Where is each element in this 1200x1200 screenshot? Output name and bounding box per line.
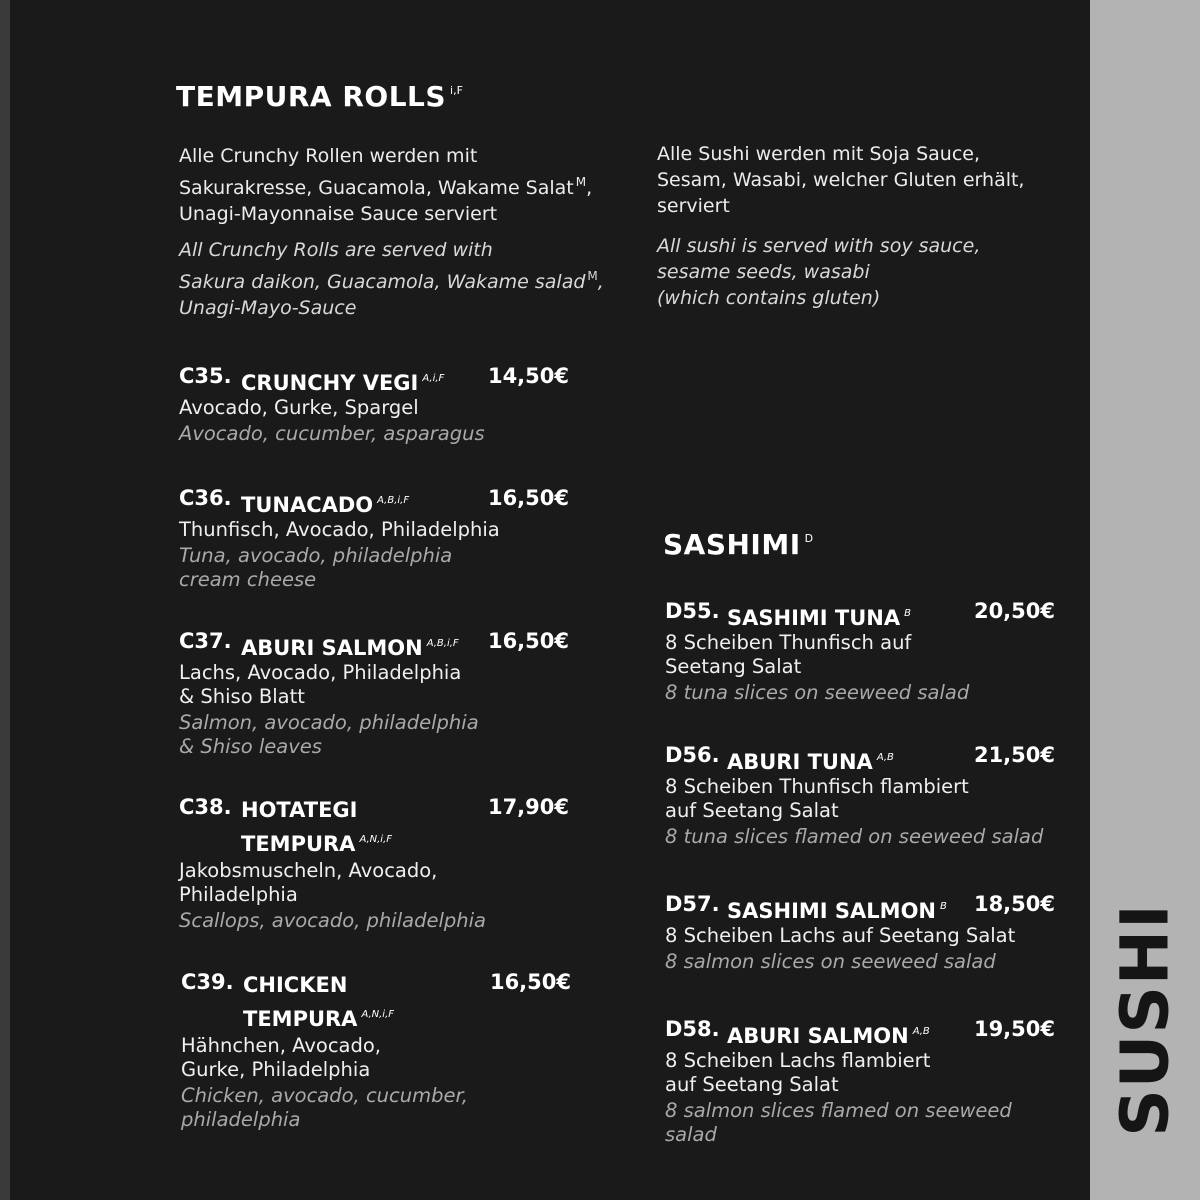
item-desc-en: Scallops, avocado, philadelphia [179,909,486,932]
item-code: D55. [665,599,720,623]
item-allergens: A,i,F [422,373,445,384]
item-desc-de: 8 Scheiben Lachs auf Seetang Salat [665,924,1016,947]
sushi-note [657,141,1067,311]
item-price: 16,50€ [489,970,571,994]
allergen-note: D [804,532,814,545]
sushi-note-en: All sushi is served with soy sauce, sesame seeds, wasabi (which contains gluten) [657,235,981,309]
tempura-intro [179,143,639,321]
tempura-rolls-heading [176,80,463,113]
allergen-note: i,F [450,84,463,97]
item-desc-de: Hähnchen, Avocado, Gurke, Philadelphia [181,1034,382,1081]
item-desc-en: 8 salmon slices flamed on seeweed salad [665,1099,1012,1146]
item-desc-en: 8 tuna slices flamed on seeweed salad [665,825,1044,848]
item-desc-de: Lachs, Avocado, Philadelphia & Shiso Blatt [179,661,462,708]
item-name: CRUNCHY VEGI $^{A,i,F}$ [241,371,445,395]
item-price: 21,50€ [973,743,1055,767]
item-price: 16,50€ [487,629,569,653]
intro-de: Alle Crunchy Rollen werden mit Sakurakresse, Guacamola, Wakame Salat $^M$, Unagi-Mayonnaise Sauce serviert [179,145,593,225]
item-price: 20,50€ [973,599,1055,623]
item-desc-en: Salmon, avocado, philadelphia & Shiso leaves [179,711,479,758]
item-allergens: A,B [876,752,894,763]
item-desc-de: Jakobsmuscheln, Avocado, Philadelphia [179,859,438,906]
item-code: C39. [181,970,234,994]
item-name: ABURI SALMON $^{A,B}$ [727,1024,930,1048]
side-tab [1090,0,1200,1200]
menu-item-c35 [179,364,569,446]
side-tab-title: SUSHI [1106,903,1184,1137]
item-code: C35. [179,364,232,388]
item-desc-en: Chicken, avocado, cucumber, philadelphia [181,1084,468,1131]
sashimi-heading [663,528,813,561]
item-desc-de: Avocado, Gurke, Spargel [179,396,419,419]
item-code: C36. [179,486,232,510]
item-allergens: B [904,608,911,619]
item-name: ABURI TUNA $^{A,B}$ [727,750,894,774]
item-desc-en: 8 salmon slices on seeweed salad [665,950,996,973]
item-name: SASHIMI SALMON $^B$ [727,899,947,923]
item-name: ABURI SALMON $^{A,B,i,F}$ [241,636,459,660]
sushi-note-de: Alle Sushi werden mit Soja Sauce, Sesam, Wasabi, welcher Gluten erhält, serviert [657,143,1025,217]
item-desc-de: 8 Scheiben Thunfisch auf Seetang Salat [665,631,912,678]
menu-item-c36 [179,486,569,592]
menu-item-d55 [665,599,1055,705]
item-desc-en: Avocado, cucumber, asparagus [179,422,485,445]
item-allergens: A,B,i,F [377,495,410,506]
item-price: 14,50€ [487,364,569,388]
item-code: D57. [665,892,720,916]
menu-item-c39 [181,970,571,1132]
item-allergens: A,N,i,F [361,1009,395,1020]
menu-item-c37 [179,629,569,759]
item-desc-de: 8 Scheiben Lachs flambiert auf Seetang Salat [665,1049,931,1096]
item-price: 16,50€ [487,486,569,510]
left-edge-strip [0,0,10,1200]
item-desc-de: Thunfisch, Avocado, Philadelphia [179,518,500,541]
item-price: 19,50€ [973,1017,1055,1041]
item-allergens: A,B,i,F [426,638,459,649]
intro-en: All Crunchy Rolls are served with Sakura daikon, Guacamola, Wakame salad $^M$, Unagi-Mayo-Sauce [179,239,604,319]
item-name: HOTATEGI TEMPURA $^{A,N,i,F}$ [241,798,393,856]
item-code: D56. [665,743,720,767]
menu-item-d58 [665,1017,1055,1147]
menu-item-c38 [179,795,569,933]
section-title: TEMPURA ROLLS [176,80,447,113]
item-allergens: A,N,i,F [359,834,393,845]
item-allergens: A,B [912,1026,930,1037]
menu-item-d56 [665,743,1055,849]
menu-item-d57 [665,892,1055,974]
item-code: C38. [179,795,232,819]
item-price: 17,90€ [487,795,569,819]
item-name: SASHIMI TUNA $^B$ [727,606,911,630]
item-desc-en: 8 tuna slices on seeweed salad [665,681,970,704]
item-code: D58. [665,1017,720,1041]
item-price: 18,50€ [973,892,1055,916]
item-name: CHICKEN TEMPURA $^{A,N,i,F}$ [243,973,395,1031]
section-title: SASHIMI [663,528,801,561]
item-name: TUNACADO $^{A,B,i,F}$ [241,493,410,517]
item-desc-en: Tuna, avocado, philadelphia cream cheese [179,544,453,591]
item-desc-de: 8 Scheiben Thunfisch flambiert auf Seetang Salat [665,775,969,822]
item-allergens: B [940,901,947,912]
item-code: C37. [179,629,232,653]
